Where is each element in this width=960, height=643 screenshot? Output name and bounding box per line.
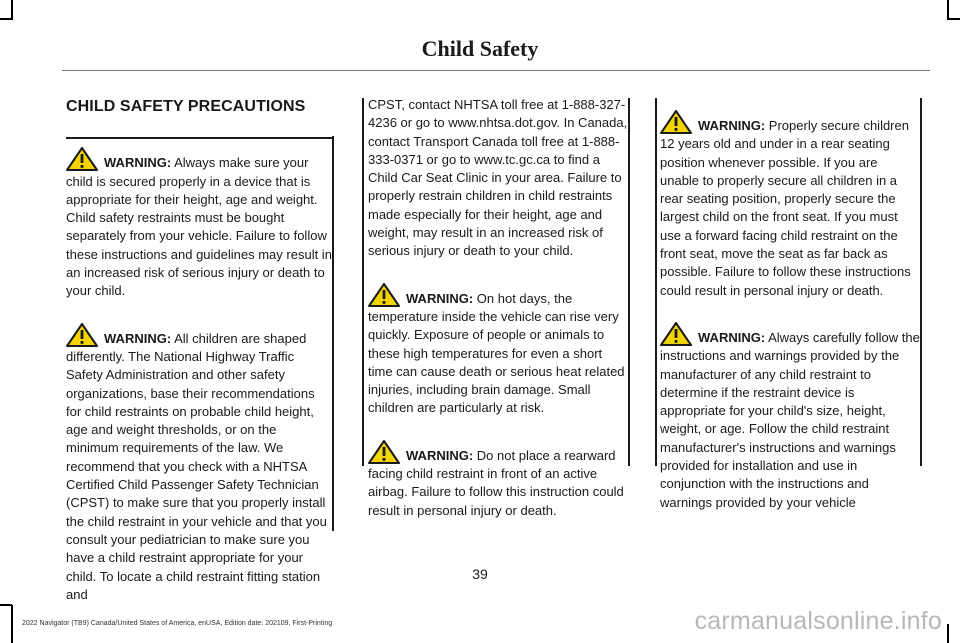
footer-edition-text: 2022 Navigator (TB9) Canada/United States of America, enUSA, Edition date: 202109, First-Printing	[22, 620, 333, 627]
warning-block	[660, 314, 920, 512]
page-header-title: Child Safety	[421, 36, 539, 61]
warning-triangle-icon	[368, 283, 400, 307]
column-rule	[362, 98, 364, 466]
crop-mark	[947, 624, 949, 643]
watermark: carmanualsonline.info	[694, 607, 942, 635]
warning-label: WARNING:	[406, 290, 474, 306]
warning-block	[368, 432, 628, 520]
crop-mark	[947, 0, 949, 20]
warning-text: Do not place a rearward facing child restraint in front of an active airbag. Failure to follow this instruction could result in personal injury or death.	[368, 447, 624, 518]
warning-triangle-icon	[66, 147, 98, 171]
crop-mark	[11, 605, 13, 643]
warning-block	[368, 275, 628, 418]
warning-triangle-icon	[660, 322, 692, 346]
warning-label: WARNING:	[104, 155, 172, 171]
warning-text: All children are shaped differently. The National Highway Traffic Safety Administration and other safety organizations, base their recommendations for child restraints on probable child height, age and weight thresholds, or on the minimum requirements of the law. We recommend that you check with a NHTSA Certified Child Passenger Safety Technician (CPST) to make sure that you properly install the child restraint in your vehicle and that you consult your pediatrician to make sure you have a child restraint appropriate for your child. To locate a child restraint fitting station and	[66, 330, 327, 602]
warning-text: On hot days, the temperature inside the vehicle can rise very quickly. Exposure of people or animals to these high temperatures for even a short time can cause death or serious heat related injuries, including brain damage. Small children are particularly at risk.	[368, 290, 625, 416]
crop-mark	[0, 604, 12, 606]
column-rule	[655, 98, 657, 466]
header-rule	[62, 70, 930, 71]
column-2	[368, 96, 628, 534]
warning-triangle-icon	[660, 110, 692, 134]
warning-label: WARNING:	[698, 329, 766, 345]
column-rule	[332, 136, 334, 531]
warning-triangle-icon	[368, 440, 400, 464]
warning-text: Always make sure your child is secured properly in a device that is appropriate for their height, age and weight. Child safety restraints must be bought separately from your vehicle. Failure to follow these instructions and guidelines may result in an increased risk of serious injury or death to your child.	[66, 155, 332, 299]
warning-triangle-icon	[66, 323, 98, 347]
warning-label: WARNING:	[698, 118, 766, 133]
column-1	[66, 96, 332, 618]
crop-mark	[948, 18, 960, 20]
crop-mark	[11, 0, 13, 20]
warning-label: WARNING:	[406, 447, 474, 463]
warning-block	[660, 96, 920, 300]
column-rule	[920, 98, 922, 466]
warning-text: Properly secure children 12 years old and under in a rear seating position whenever possible. If you are unable to properly secure all children in a rear seating position, properly secure the largest child on the front seat. If you must use a forward facing child restraint on the front seat, move the seat as far back as possible. Failure to follow these instructions could result in personal injury or death.	[660, 118, 911, 298]
warning-block	[66, 315, 332, 604]
column-rule	[628, 98, 630, 466]
warning-text: Always carefully follow the instructions and warnings provided by the manufacturer of any child restraint to determine if the restraint device is appropriate for your child's size, height, weight, or age. Follow the child restraint manufacturer's instructions and warnings provided for installation and use in conjunction with the instructions and warnings provided by your vehicle	[660, 329, 920, 510]
warning-label: WARNING:	[104, 330, 172, 346]
page-number: 39	[472, 566, 488, 582]
continued-text: CPST, contact NHTSA toll free at 1-888-327-4236 or go to www.nhtsa.dot.gov. In Canada, contact Transport Canada toll free at 1-888-333-0371 or go to www.tc.gc.ca to find a Child Car Seat Clinic in your area. Failure to properly restrain children in child restraints made especially for their height, age and weight, may result in an increased risk of serious injury or death to your child.	[368, 97, 628, 259]
column-3	[660, 96, 920, 526]
crop-mark	[0, 18, 12, 20]
warning-block	[66, 137, 332, 300]
section-title: CHILD SAFETY PRECAUTIONS	[66, 98, 306, 115]
